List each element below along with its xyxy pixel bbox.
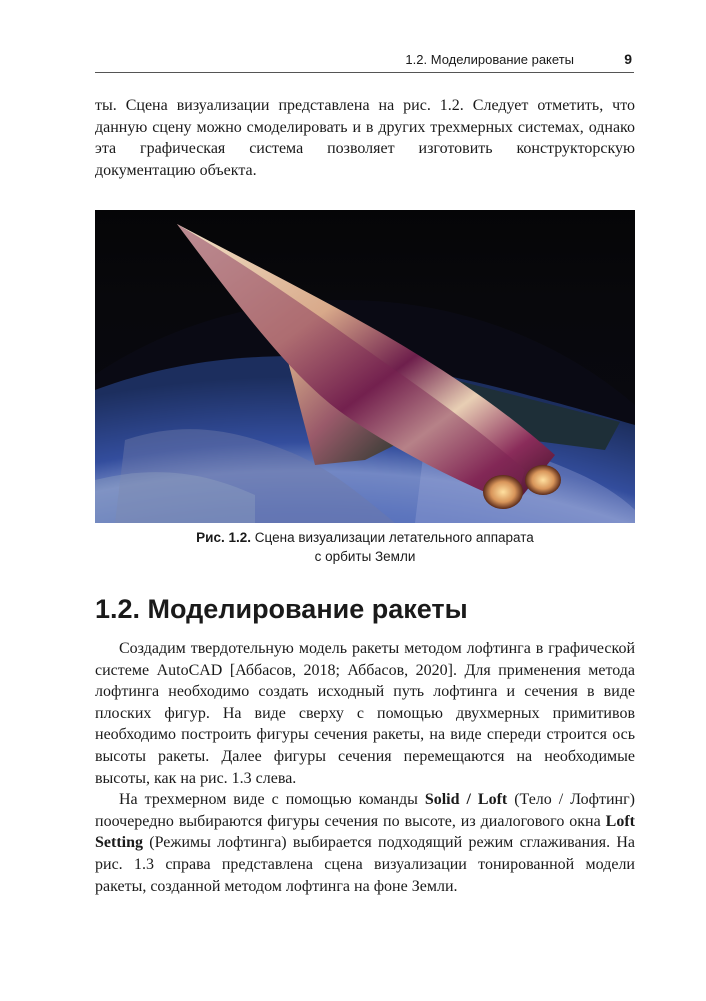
section-title: 1.2. Моделирование ракеты — [95, 594, 468, 624]
spacecraft-illustration — [95, 210, 635, 523]
page-header — [95, 50, 634, 73]
command-solid-loft: Solid / Loft — [424, 791, 508, 809]
intro-paragraph: ты. Сцена визуализации представлена на рис. 1.2. Следует отметить, что данную сцену можно смоделировать и в других трехмерных системах, однако эта графическая система позволяет изготовить конструкторскую документацию объекта. — [95, 97, 635, 179]
p2-text-3: (Режимы лофтинга) выбирается подходящий режим сглаживания. На рис. 1.3 справа представлена сцена визуализации тонированной модели ракеты, созданной методом лофтинга на фоне Земли. — [95, 834, 635, 895]
p2-text-2: (Тело / Лофтинг) поочередно выбираются фигуры сечения по высоте, из диалогового окна — [95, 791, 636, 830]
figure-spacecraft-over-earth — [95, 210, 635, 523]
section-paragraph-2 — [95, 789, 635, 897]
page-number: 9 — [624, 51, 632, 67]
section-body — [95, 638, 635, 897]
caption-text-line2: с орбиты Земли — [314, 549, 416, 564]
section-paragraph-1: Создадим твердотельную модель ракеты методом лофтинга в графической системе AutoCAD [Аббасов, 2018; Аббасов, 2020]. Для применения метода лофтинга необходимо создать исходный путь лофтинга и сечения в виде плоских фигур. На виде сверху с помощью двухмерных примитивов необходимо построить фигуры сечения ракеты, на виде спереди строится ось высоты ракеты. Далее фигуры сечения перемещаются на необходимые высоты, как на рис. 1.3 слева. — [95, 640, 635, 787]
dialog-loft-setting: Loft Setting — [95, 812, 635, 852]
p2-text-1: На трехмерном виде с помощью команды — [119, 791, 425, 809]
caption-label: Рис. 1.2. — [196, 530, 252, 545]
caption-text-line1: Сцена визуализации летательного аппарата — [254, 530, 534, 545]
running-title: 1.2. Моделирование ракеты — [405, 52, 574, 67]
figure-caption — [95, 528, 635, 566]
